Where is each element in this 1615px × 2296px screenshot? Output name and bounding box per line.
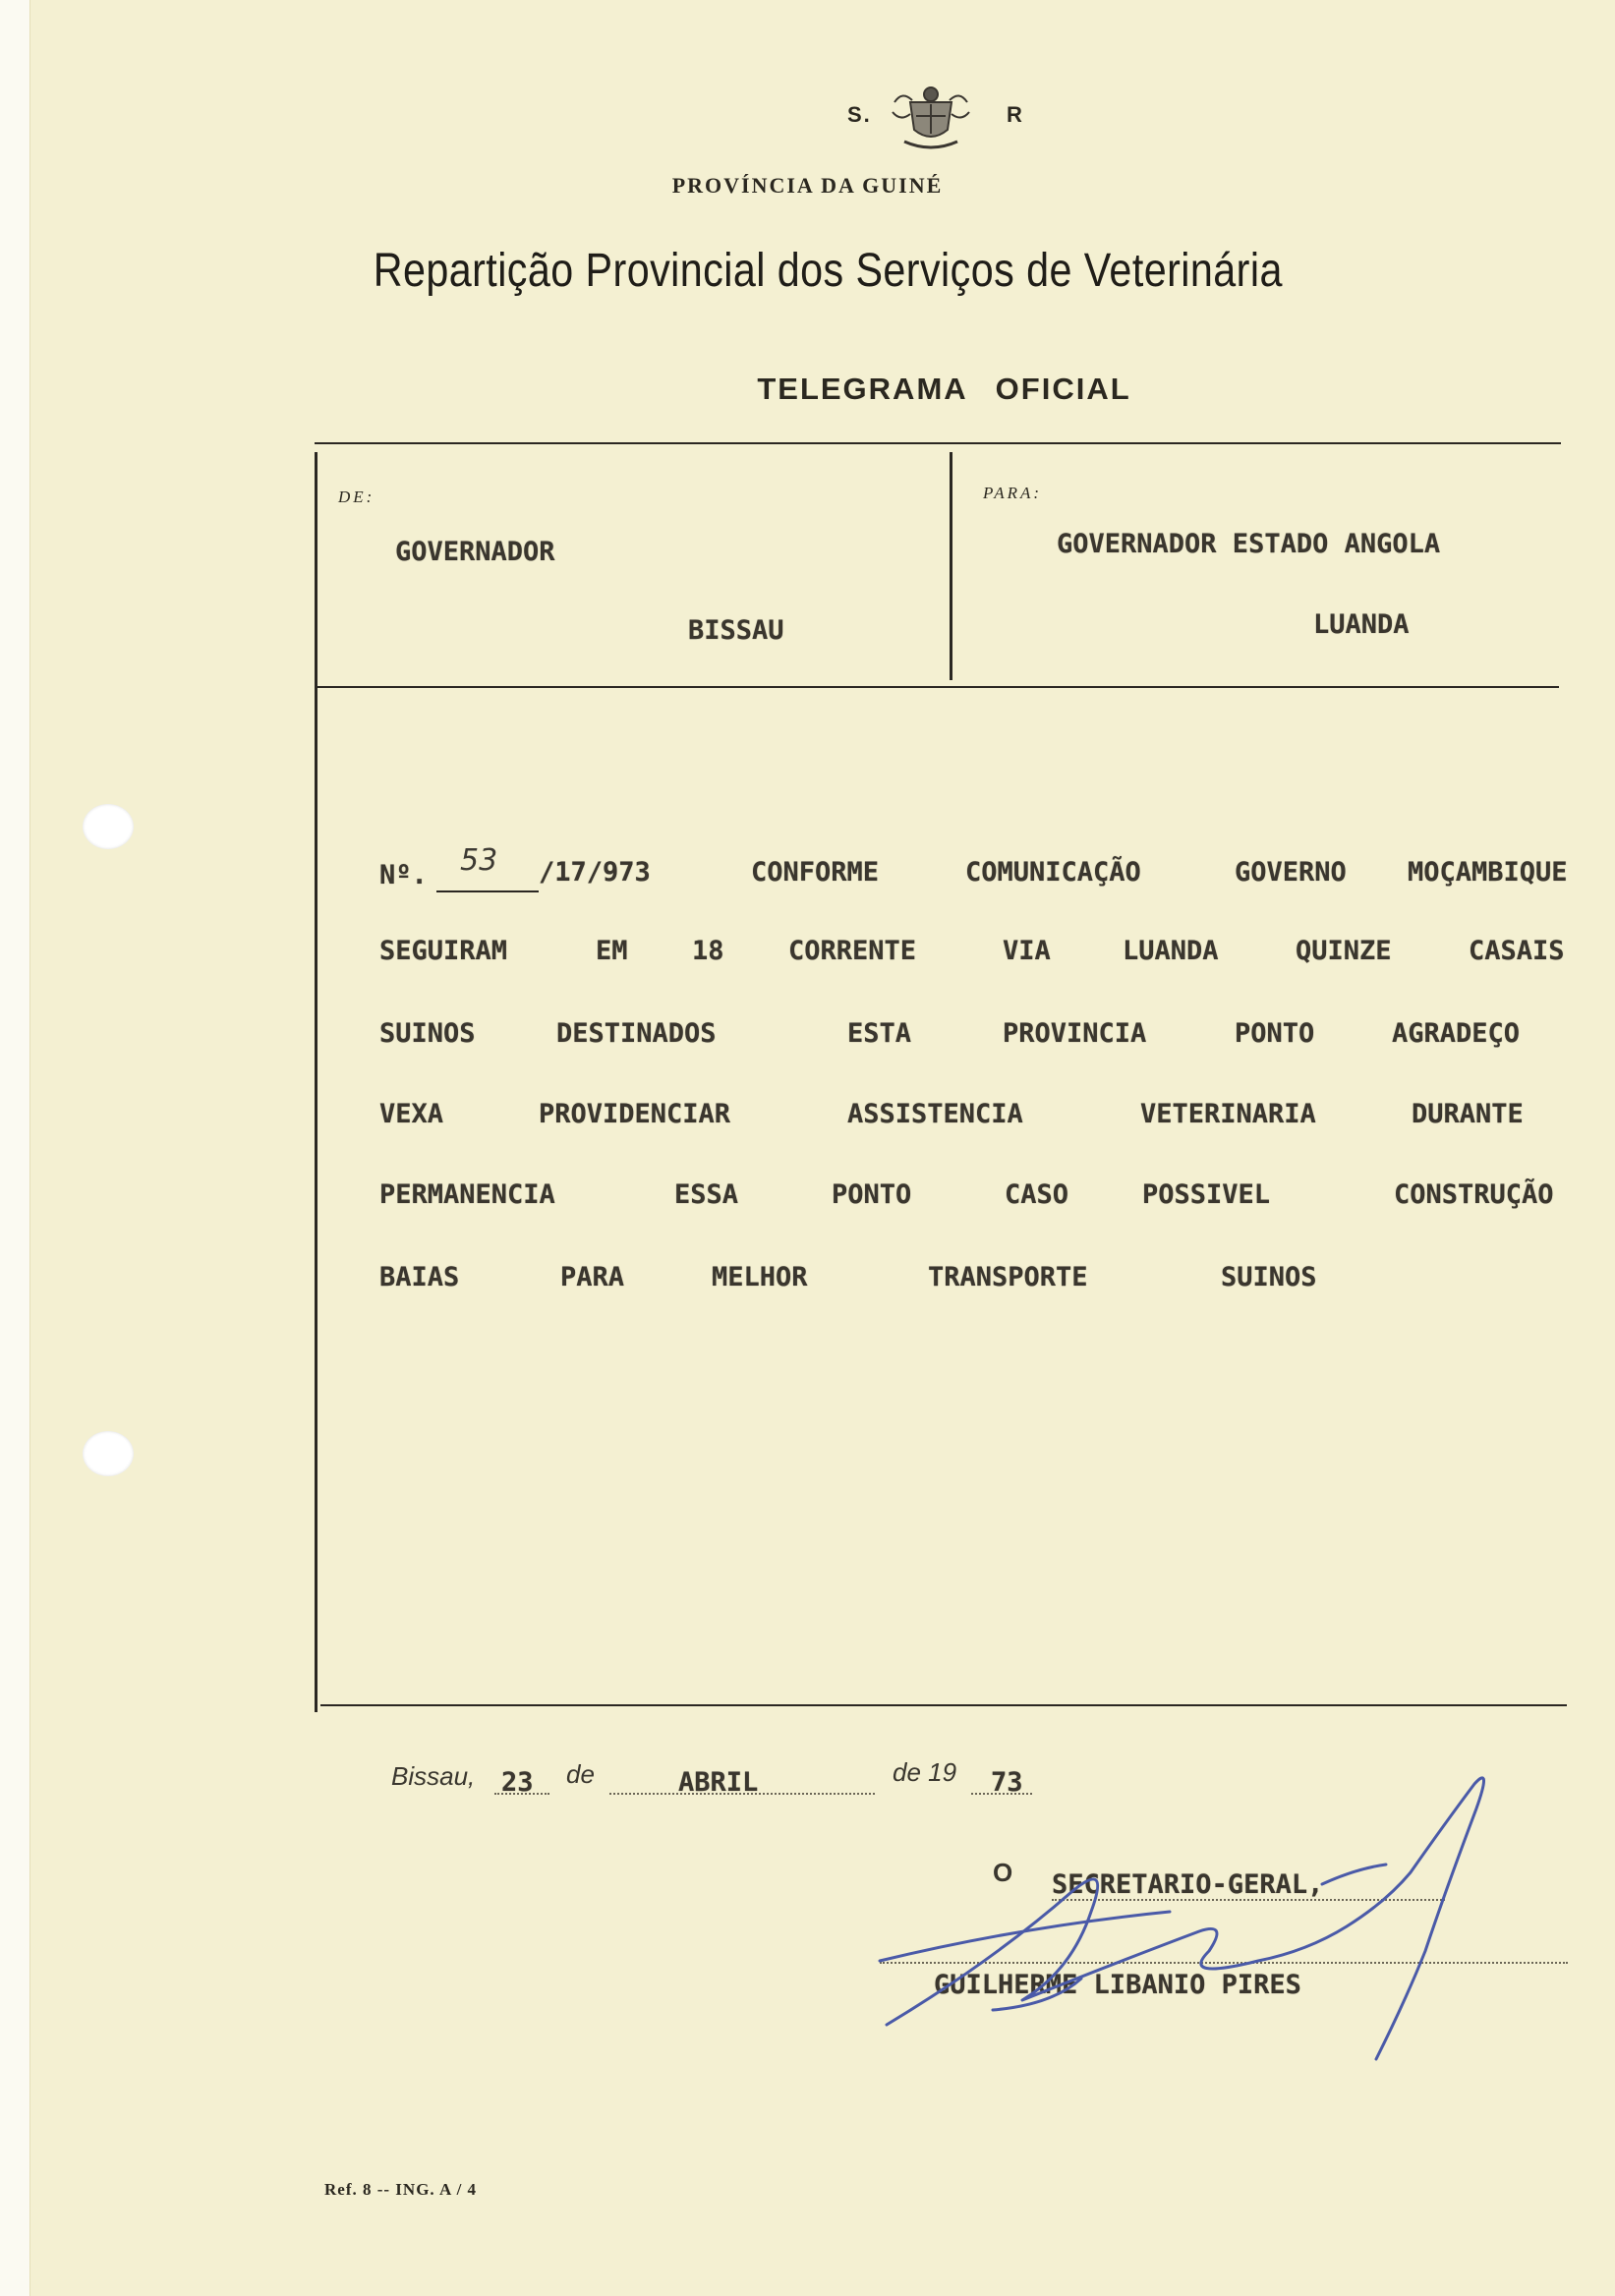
message-word: PONTO — [1235, 1018, 1315, 1049]
document-type-word-1: TELEGRAMA — [757, 372, 968, 406]
to-label: PARA: — [983, 484, 1043, 502]
message-word: VETERINARIA — [1140, 1099, 1316, 1129]
date-de-1: de — [566, 1759, 595, 1789]
message-word: ESSA — [674, 1179, 739, 1210]
reference-code: Ref. 8 -- ING. A / 4 — [324, 2180, 478, 2199]
message-word: ASSISTENCIA — [847, 1099, 1023, 1129]
date-day: 23 — [501, 1767, 534, 1798]
to-line-2: LUANDA — [1313, 609, 1410, 640]
message-word: EM — [596, 936, 628, 966]
message-word: BAIAS — [379, 1262, 460, 1292]
paper-edge — [0, 0, 29, 2296]
coat-of-arms-icon — [891, 83, 971, 153]
message-word: VIA — [1003, 936, 1051, 966]
message-word: CONSTRUÇÃO — [1394, 1179, 1554, 1210]
message-word: PROVINCIA — [1003, 1018, 1147, 1049]
sr-right: R — [1007, 102, 1024, 127]
document-type — [0, 372, 1615, 407]
document-type-word-2: OFICIAL — [995, 372, 1131, 406]
message-word: VEXA — [379, 1099, 444, 1129]
message-word: CASAIS — [1469, 936, 1565, 966]
message-word: MOÇAMBIQUE — [1408, 857, 1568, 888]
box-mid-border — [317, 686, 1559, 688]
date-year: 73 — [991, 1767, 1023, 1798]
message-word: SUINOS — [379, 1018, 476, 1049]
message-word: CORRENTE — [788, 936, 917, 966]
message-word: COMUNICAÇÃO — [965, 857, 1141, 888]
number-prefix: Nº. — [379, 860, 428, 890]
signatory-title: SECRETARIO-GERAL, — [1052, 1869, 1324, 1900]
number-suffix: /17/973 — [539, 857, 651, 888]
message-word: DESTINADOS — [556, 1018, 717, 1049]
message-word: ESTA — [847, 1018, 912, 1049]
message-word: SUINOS — [1221, 1262, 1317, 1292]
handwritten-signature — [875, 1764, 1504, 2079]
message-word: CASO — [1005, 1179, 1069, 1210]
to-line-1: GOVERNADOR ESTADO ANGOLA — [1057, 529, 1441, 559]
province-title: PROVÍNCIA DA GUINÉ — [671, 173, 944, 198]
message-word: CONFORME — [751, 857, 880, 888]
message-word: GOVERNO — [1235, 857, 1347, 888]
from-line-2: BISSAU — [688, 615, 784, 646]
date-de-2: de 19 — [893, 1757, 957, 1787]
message-word: TRANSPORTE — [928, 1262, 1088, 1292]
message-word: PERMANENCIA — [379, 1179, 555, 1210]
date-place: Bissau, — [391, 1761, 476, 1791]
message-word: DURANTE — [1412, 1099, 1524, 1129]
signatory-name: GUILHERME LIBANIO PIRES — [934, 1970, 1301, 2000]
from-label: DE: — [338, 488, 375, 506]
box-divider — [950, 452, 952, 680]
closing-o: O — [993, 1858, 1013, 1887]
from-line-1: GOVERNADOR — [395, 537, 555, 567]
punch-hole-top — [83, 804, 134, 849]
date-month: ABRIL — [678, 1767, 759, 1798]
message-word: SEGUIRAM — [379, 936, 508, 966]
message-word: LUANDA — [1123, 936, 1219, 966]
message-word: PARA — [560, 1262, 625, 1292]
message-word: POSSIVEL — [1142, 1179, 1271, 1210]
message-word: AGRADEÇO — [1392, 1018, 1521, 1049]
message-word: PROVIDENCIAR — [539, 1099, 731, 1129]
message-word: 18 — [692, 936, 724, 966]
box-bottom-border — [320, 1704, 1567, 1706]
box-top-border — [315, 442, 1561, 444]
box-left-border — [315, 452, 317, 1712]
number-underline — [436, 890, 539, 892]
message-word: MELHOR — [712, 1262, 808, 1292]
message-word: PONTO — [832, 1179, 912, 1210]
sr-left: S. — [847, 102, 872, 127]
office-title: Repartição Provincial dos Serviços de Veterinária — [373, 245, 1283, 297]
number-handwritten: 53 — [460, 843, 498, 878]
message-word: QUINZE — [1296, 936, 1392, 966]
punch-hole-bottom — [83, 1431, 134, 1476]
